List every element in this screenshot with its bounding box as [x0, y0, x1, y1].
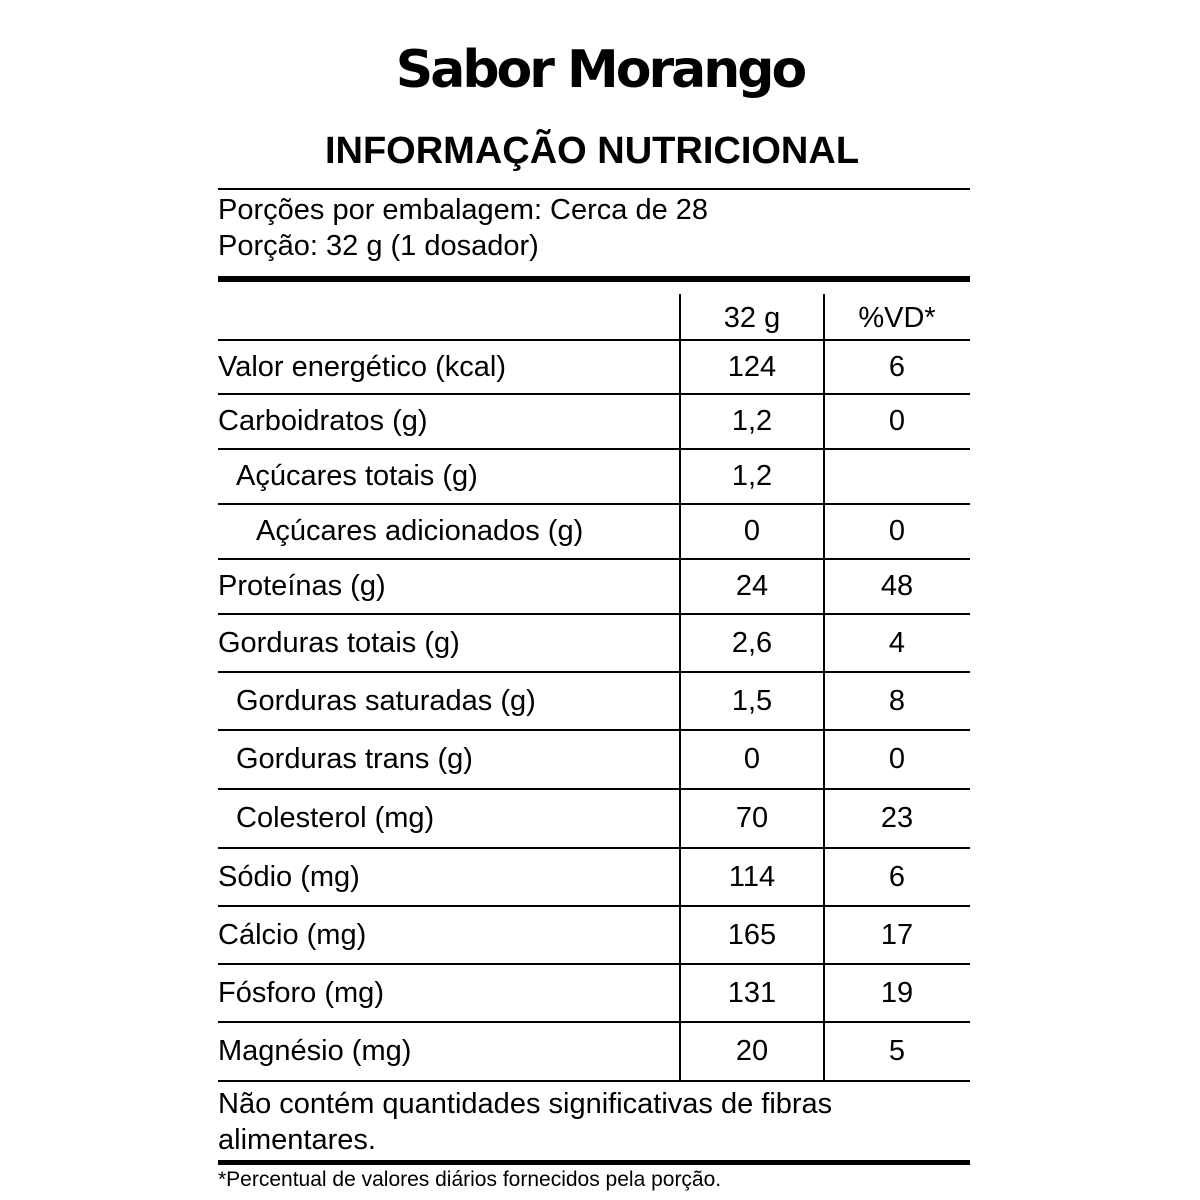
nutrient-label: Gorduras totais (g): [218, 626, 460, 659]
nutrient-row: [218, 790, 970, 847]
thick-divider: [218, 276, 970, 282]
nutrient-amount: 20: [735, 1035, 769, 1067]
nutrient-label: Cálcio (mg): [218, 918, 367, 951]
nutrient-label: Colesterol (mg): [236, 802, 435, 834]
nutrient-daily-value: 8: [888, 684, 906, 717]
nutrient-row: [218, 341, 970, 393]
nutrient-amount: 114: [728, 860, 776, 893]
row-divider: [218, 1080, 970, 1082]
nutrient-row: [218, 615, 970, 671]
nutrient-amount: 131: [727, 976, 777, 1009]
nutrient-label: Gorduras saturadas (g): [236, 684, 536, 717]
nutrient-daily-value: 5: [888, 1035, 906, 1067]
nutrient-amount: 2,6: [731, 626, 773, 659]
nutrient-amount: 70: [735, 802, 769, 834]
nutrient-amount: 1,2: [731, 405, 773, 437]
column-divider-daily-value: [823, 294, 825, 1082]
nutrient-row: [218, 907, 970, 963]
nutrient-daily-value: [824, 450, 970, 503]
nutrient-label: Açúcares adicionados (g): [256, 515, 584, 547]
nutrient-amount: 1,2: [731, 460, 773, 492]
nutrient-daily-value: 0: [888, 515, 906, 547]
nutrient-daily-value: 0: [888, 743, 906, 775]
nutrient-amount: 0: [743, 515, 761, 547]
nutrient-label: Carboidratos (g): [218, 405, 428, 437]
nutrient-label: Valor energético (kcal): [218, 350, 506, 383]
nutrient-daily-value: 17: [880, 918, 914, 951]
nutrient-label: Sódio (mg): [218, 860, 360, 893]
nutrient-row: [218, 505, 970, 558]
nutrient-amount: 0: [743, 743, 761, 775]
nutrient-label: Gorduras trans (g): [236, 743, 473, 775]
fiber-note: Não contém quantidades significativas de fibras alimentares.: [218, 1088, 833, 1156]
nutrition-panel: [218, 0, 970, 1200]
nutrient-daily-value: 4: [888, 626, 906, 659]
nutrient-row: [218, 395, 970, 448]
footnote: *Percentual de valores diários fornecidos pela porção.: [218, 1168, 722, 1191]
column-divider-amount: [679, 294, 681, 1082]
nutrient-label: Fósforo (mg): [218, 976, 384, 1009]
nutrient-label: Magnésio (mg): [218, 1035, 412, 1067]
top-divider: [218, 188, 970, 190]
nutrient-label: Proteínas (g): [218, 570, 386, 602]
nutrient-daily-value: 23: [880, 802, 914, 834]
nutrient-amount: 165: [727, 918, 777, 951]
nutrient-daily-value: 48: [880, 570, 914, 602]
flavor-title: Sabor Morango: [395, 40, 805, 100]
column-header-daily-value: %VD*: [858, 302, 936, 334]
nutrient-row: [218, 731, 970, 788]
nutrient-daily-value: 0: [888, 405, 906, 437]
nutrient-row: [218, 673, 970, 729]
nutrient-row: [218, 450, 970, 503]
nutrient-row: [218, 965, 970, 1021]
nutrient-row: [218, 849, 970, 905]
column-header-amount: 32 g: [723, 302, 781, 334]
nutrition-heading: INFORMAÇÃO NUTRICIONAL: [324, 130, 860, 172]
footer-divider: [218, 1160, 970, 1165]
servings-per-package: Porções por embalagem: Cerca de 28: [218, 194, 709, 226]
nutrient-amount: 24: [735, 570, 769, 602]
nutrient-daily-value: 19: [880, 976, 914, 1009]
nutrient-daily-value: 6: [888, 860, 906, 893]
nutrient-label: Açúcares totais (g): [236, 460, 478, 492]
serving-size: Porção: 32 g (1 dosador): [218, 230, 539, 262]
nutrient-row: [218, 560, 970, 613]
nutrient-amount: 1,5: [731, 684, 773, 717]
nutrient-daily-value: 6: [888, 350, 906, 383]
nutrient-amount: 124: [727, 350, 777, 383]
nutrient-row: [218, 1023, 970, 1080]
